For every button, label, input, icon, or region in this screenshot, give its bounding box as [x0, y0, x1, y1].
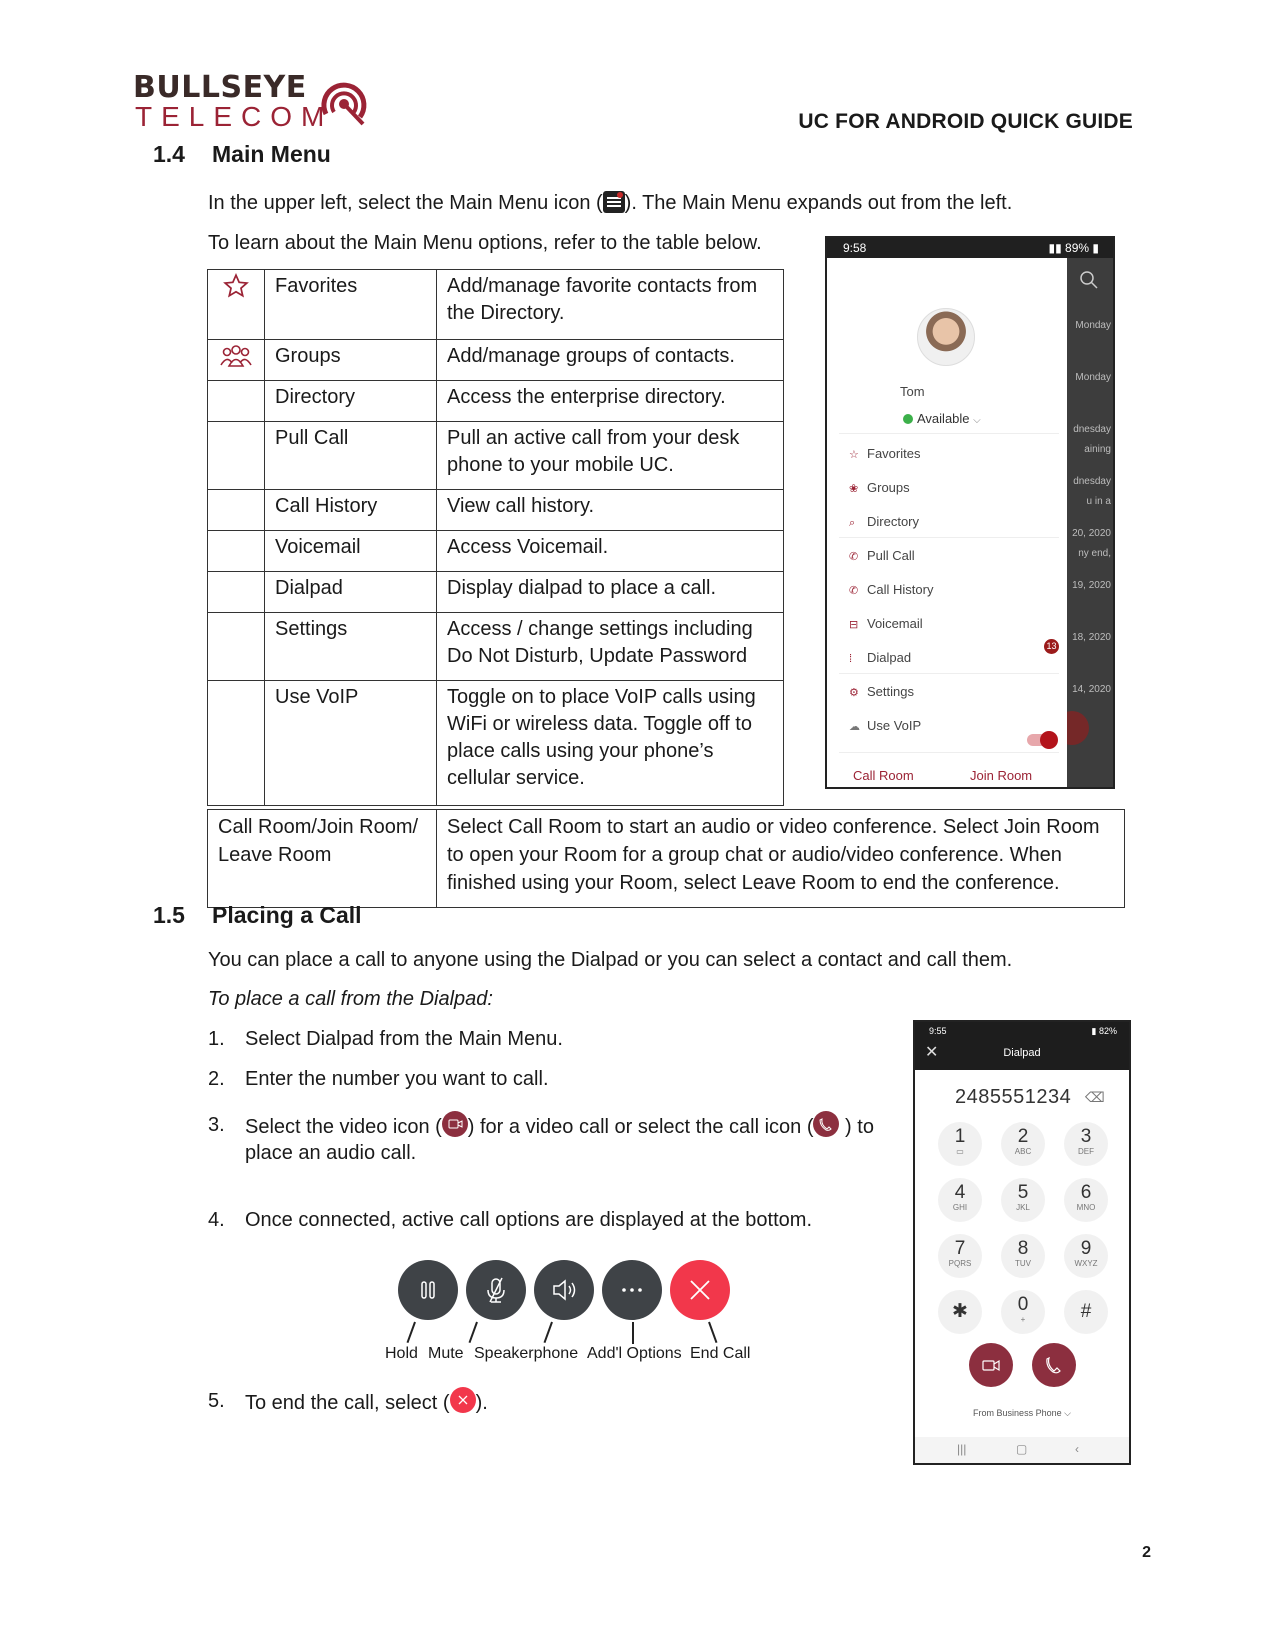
call-room-button[interactable]: Call Room: [853, 768, 914, 783]
user-name: Tom: [900, 384, 925, 399]
call-icon: [813, 1111, 839, 1137]
main-menu-table: [207, 269, 784, 806]
table-row: [208, 381, 784, 422]
speaker-icon: [549, 1275, 579, 1305]
table-row: [208, 531, 784, 572]
close-icon: [685, 1275, 715, 1305]
table-option-cell: Call History: [265, 490, 437, 531]
audio-call-button[interactable]: [1032, 1343, 1076, 1387]
table-option-cell: Use VoIP: [265, 681, 437, 806]
table-row: [208, 422, 784, 490]
end-call-label: End Call: [690, 1345, 751, 1362]
star-icon: ☆: [849, 449, 859, 461]
chevron-down-icon: ⌵: [1064, 1408, 1071, 1418]
main-menu-intro: In the upper left, select the Main Menu icon ( ). The Main Menu expands out from the left.: [208, 192, 1013, 214]
menu-item-pull-call[interactable]: ✆ Pull Call: [849, 548, 915, 563]
mute-button[interactable]: [466, 1260, 526, 1320]
main-menu-screenshot: [825, 236, 1115, 789]
table-description-cell: Pull an active call from your desk phone to your mobile UC.: [437, 422, 784, 490]
dialed-number[interactable]: 2485551234: [955, 1086, 1072, 1108]
from-business-phone-selector[interactable]: From Business Phone ⌵: [973, 1408, 1071, 1418]
cloud-icon: ☁: [849, 721, 860, 733]
pull-call-icon: ✆: [849, 551, 859, 563]
table-row: [208, 613, 784, 681]
dialpad-key[interactable]: 3 DEF: [1064, 1122, 1108, 1166]
table-row: [208, 490, 784, 531]
groups-icon: [220, 343, 252, 369]
dialpad-key[interactable]: 6 MNO: [1064, 1178, 1108, 1222]
presence-status[interactable]: Available ⌵: [903, 411, 981, 426]
dialpad-key[interactable]: 2 ABC: [1001, 1122, 1045, 1166]
menu-item-voicemail[interactable]: ⊟ Voicemail: [849, 616, 923, 631]
logo-wordmark-top: BULLSEYE: [133, 70, 307, 105]
table-description-cell: Access the enterprise directory.: [437, 381, 784, 422]
table-description-cell: Access Voicemail.: [437, 531, 784, 572]
section-heading-main-menu: 1.4 Main Menu: [153, 141, 331, 167]
table-row: [208, 810, 1125, 908]
microphone-off-icon: [481, 1275, 511, 1305]
dialpad-key[interactable]: 8 TUV: [1001, 1234, 1045, 1278]
avatar[interactable]: [917, 308, 975, 366]
more-options-icon: [617, 1275, 647, 1305]
table-icon-cell: [208, 340, 265, 381]
dialpad-key[interactable]: 9 WXYZ: [1064, 1234, 1108, 1278]
main-menu-icon: [603, 191, 625, 213]
video-camera-icon: [981, 1355, 1001, 1375]
table-row: [208, 681, 784, 806]
star-icon: [223, 273, 249, 299]
use-voip-toggle[interactable]: [1027, 734, 1055, 746]
call-history-icon: ✆: [849, 585, 859, 597]
table-icon-cell: [208, 270, 265, 340]
dialpad-key[interactable]: #: [1064, 1290, 1108, 1334]
voicemail-icon: ▭: [956, 1147, 964, 1156]
additional-options-label: Add'l Options: [587, 1345, 682, 1362]
table-option-cell: Pull Call: [265, 422, 437, 490]
home-icon[interactable]: ▢: [1016, 1442, 1028, 1456]
page-number: 2: [1142, 1544, 1151, 1561]
voicemail-icon: ⊟: [849, 619, 859, 631]
table-option-cell: Call Room/Join Room/ Leave Room: [208, 810, 437, 908]
table-row: [208, 340, 784, 381]
section-heading-placing-call: 1.5 Placing a Call: [153, 902, 362, 928]
speakerphone-label: Speakerphone: [474, 1345, 579, 1362]
table-description-cell: Access / change settings including Do Not Disturb, Update Password: [437, 613, 784, 681]
table-description-cell: Add/manage favorite contacts from the Directory.: [437, 270, 784, 340]
recent-apps-icon[interactable]: |||: [957, 1442, 967, 1456]
hold-button[interactable]: [398, 1260, 458, 1320]
hold-label: Hold: [385, 1345, 418, 1362]
menu-item-groups[interactable]: ❀ Groups: [849, 480, 910, 495]
table-option-cell: Dialpad: [265, 572, 437, 613]
table-description-cell: View call history.: [437, 490, 784, 531]
video-call-button[interactable]: [969, 1343, 1013, 1387]
placing-call-intro: You can place a call to anyone using the Dialpad or you can select a contact and call them.: [208, 949, 1013, 971]
logo-wordmark-bottom: TELECOM: [135, 101, 334, 132]
menu-item-favorites[interactable]: ☆ Favorites: [849, 446, 921, 461]
end-call-button[interactable]: [670, 1260, 730, 1320]
table-option-cell: Settings: [265, 613, 437, 681]
mute-label: Mute: [428, 1345, 464, 1362]
dialpad-key[interactable]: ✱: [938, 1290, 982, 1334]
table-option-cell: Directory: [265, 381, 437, 422]
room-options-table: [207, 809, 1125, 908]
dialpad-screenshot: [913, 1020, 1131, 1465]
main-menu-intro-2: To learn about the Main Menu options, refer to the table below.: [208, 232, 762, 254]
menu-item-call-history[interactable]: ✆ Call History: [849, 582, 934, 597]
table-option-cell: Voicemail: [265, 531, 437, 572]
table-description-cell: Toggle on to place VoIP calls using WiFi or wireless data. Toggle off to place calls using your phone’s cellular service.: [437, 681, 784, 806]
pause-icon: [413, 1275, 443, 1305]
available-status-icon: [903, 414, 913, 424]
video-call-icon: [442, 1111, 468, 1137]
menu-item-directory[interactable]: ⌕ Directory: [849, 514, 920, 529]
table-description-cell: Select Call Room to start an audio or video conference. Select Join Room to open your Room for a group chat or audio/video conference. When finished using your Room, select Leave Room to end the conference.: [437, 810, 1125, 908]
table-description-cell: Add/manage groups of contacts.: [437, 340, 784, 381]
phone-icon: [1044, 1355, 1064, 1375]
groups-icon: ❀: [849, 483, 859, 495]
gear-icon: ⚙: [849, 687, 859, 699]
bullseye-logo: [133, 70, 373, 132]
dialpad-key[interactable]: 4 GHI: [938, 1178, 982, 1222]
status-bar: 9:55 ▮ 82% ✕ Dialpad: [915, 1022, 1129, 1070]
search-icon: ⌕: [849, 517, 856, 529]
join-room-button[interactable]: Join Room: [970, 768, 1033, 783]
voicemail-count-badge: 13: [1044, 639, 1059, 654]
menu-item-use-voip[interactable]: ☁ Use VoIP: [849, 718, 922, 733]
dialpad-subheading: To place a call from the Dialpad:: [208, 988, 493, 1010]
background-conversation-list: Monday Monday dnesday aining dnesday u in a 20, 2020 ny end, 19, 2020 18, 2020 14, 2020: [1065, 258, 1113, 787]
dialpad-key[interactable]: 1 ▭: [938, 1122, 982, 1166]
main-menu-drawer: [827, 258, 1067, 787]
dialpad-icon: ⁞: [849, 653, 853, 665]
table-row: [208, 270, 784, 340]
close-icon[interactable]: ✕: [925, 1044, 939, 1061]
dialpad-key[interactable]: 7 PQRS: [938, 1234, 982, 1278]
dialpad-title: Dialpad: [1003, 1047, 1041, 1059]
menu-item-dialpad[interactable]: ⁞ Dialpad: [849, 650, 912, 665]
document-title: UC FOR ANDROID QUICK GUIDE: [798, 110, 1133, 133]
menu-item-settings[interactable]: ⚙ Settings: [849, 684, 914, 699]
search-icon: [1079, 270, 1099, 290]
table-option-cell: Groups: [265, 340, 437, 381]
table-option-cell: Favorites: [265, 270, 437, 340]
additional-options-button[interactable]: [602, 1260, 662, 1320]
speakerphone-button[interactable]: [534, 1260, 594, 1320]
table-description-cell: Display dialpad to place a call.: [437, 572, 784, 613]
table-row: [208, 572, 784, 613]
bullseye-target-icon: [318, 72, 368, 132]
dialpad-key[interactable]: 5 JKL: [1001, 1178, 1045, 1222]
dialpad-key[interactable]: 0 +: [1001, 1290, 1045, 1334]
backspace-icon[interactable]: ⌫: [1085, 1089, 1105, 1105]
status-bar: 9:58 ▮▮ 89% ▮: [827, 238, 1113, 258]
end-call-icon: [450, 1387, 476, 1413]
back-icon[interactable]: ‹: [1075, 1442, 1079, 1456]
chevron-down-icon: ⌵: [973, 415, 981, 426]
android-navigation-bar: [915, 1437, 1129, 1463]
